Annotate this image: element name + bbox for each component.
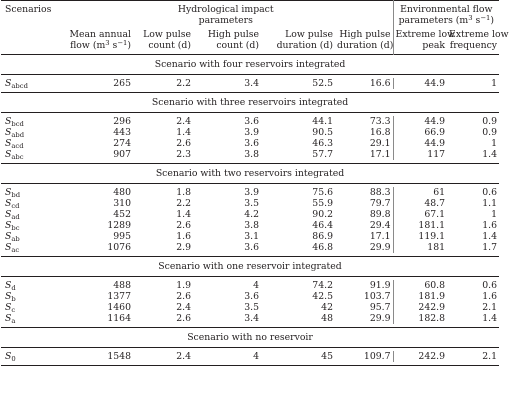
table-cell: 1.6 <box>176 231 191 242</box>
table-cell: 1377 <box>107 291 131 302</box>
table-cell: 91.9 <box>369 280 391 291</box>
table-cell: 4 <box>253 351 259 362</box>
col-maf-line2 <box>61 40 131 51</box>
table-row <box>1 313 499 324</box>
table-cell: 181 <box>393 242 447 253</box>
environmental-group-header <box>393 1 499 27</box>
table-cell: 1 <box>491 78 498 89</box>
table-row <box>1 280 499 291</box>
table-row <box>1 291 499 302</box>
env-unit-end: ) <box>490 15 494 26</box>
table-cell: 2.6 <box>176 220 191 231</box>
table-cell: 2.1 <box>482 351 498 362</box>
table-cell: 103.7 <box>363 291 391 302</box>
col-maf-mid: s <box>109 40 118 51</box>
table-cell: 0.9 <box>482 127 498 138</box>
col-maf-pre: flow (m <box>70 40 106 51</box>
table-cell: 3.4 <box>244 78 259 89</box>
col-extreme-low-frequency <box>447 26 509 55</box>
table-row <box>1 187 499 198</box>
scenario-label <box>1 127 59 138</box>
table-cell: 3.5 <box>244 302 259 313</box>
hydrological-group-line1: Hydrological impact <box>177 4 274 15</box>
env-unit-mid: s <box>472 15 481 26</box>
scenario-subscript: bc <box>11 224 20 232</box>
scenario-subscript: 0 <box>11 355 16 363</box>
col-lpc-line1: Low pulse <box>143 29 191 40</box>
col-extreme-low-peak <box>393 26 456 55</box>
scenario-symbol: S <box>5 116 12 127</box>
table-body <box>1 55 499 366</box>
scenario-subscript: acd <box>11 142 24 150</box>
table-cell: 310 <box>113 198 131 209</box>
col-maf-sup3: 3 <box>105 39 110 47</box>
table-cell: 1.8 <box>176 187 191 198</box>
hydrological-group-line2: parameters <box>198 15 253 26</box>
table-cell: 16.6 <box>369 78 391 89</box>
table-cell: 2.9 <box>176 242 191 253</box>
col-low-pulse-duration <box>261 26 335 55</box>
scenario-label <box>1 220 59 231</box>
table-cell: 29.9 <box>369 242 391 253</box>
table-row <box>1 209 499 220</box>
col-elf-line1: Extreme low <box>449 29 509 40</box>
scenario-subscript: ac <box>11 246 20 254</box>
table-cell: 2.2 <box>176 78 191 89</box>
table-cell: 907 <box>113 149 131 160</box>
col-maf-line1: Mean annual <box>69 29 131 40</box>
scenario-subscript: a <box>11 317 16 325</box>
table-cell: 29.9 <box>369 313 391 324</box>
scenario-symbol: S <box>5 291 12 302</box>
table-cell: 95.7 <box>369 302 391 313</box>
table-row <box>1 138 499 149</box>
scenario-symbol: S <box>5 302 12 313</box>
col-elp-line2: peak <box>422 40 446 51</box>
table-cell: 17.1 <box>369 231 391 242</box>
scenario-label <box>1 351 59 362</box>
col-high-pulse-duration <box>335 26 393 55</box>
table-cell: 89.8 <box>369 209 391 220</box>
table-cell: 3.5 <box>244 198 259 209</box>
table-cell: 2.4 <box>176 116 191 127</box>
table-cell: 0.6 <box>482 280 498 291</box>
scenario-subscript: abc <box>11 153 24 161</box>
scenario-symbol: S <box>5 209 12 220</box>
table-cell: 2.4 <box>176 351 191 362</box>
scenario-label <box>1 280 59 291</box>
scenario-symbol: S <box>5 149 12 160</box>
scenario-symbol: S <box>5 127 12 138</box>
table-row <box>1 127 499 138</box>
table-cell: 16.8 <box>369 127 391 138</box>
col-maf-end: ) <box>127 40 131 51</box>
table-row <box>1 220 499 231</box>
scenario-label <box>1 302 59 313</box>
table-cell: 3.6 <box>244 116 259 127</box>
table-cell: 42 <box>321 302 333 313</box>
table-cell: 2.6 <box>176 138 191 149</box>
scenario-label <box>1 187 59 198</box>
table-cell: 452 <box>113 209 131 220</box>
table-cell: 995 <box>113 231 131 242</box>
table-cell: 1.1 <box>482 198 498 209</box>
table-cell: 3.6 <box>244 242 259 253</box>
table-cell: 1289 <box>107 220 131 231</box>
scenario-subscript: c <box>11 306 16 314</box>
table-cell: 44.9 <box>393 78 447 89</box>
env-unit-supneg1: −1 <box>480 14 491 22</box>
section-header-row <box>1 164 499 184</box>
table-cell: 443 <box>113 127 131 138</box>
table-cell: 44.9 <box>393 138 447 149</box>
table-row <box>1 231 499 242</box>
col-hpc-line2: count (d) <box>216 40 259 51</box>
table-cell: 1.4 <box>176 127 191 138</box>
table-cell: 86.9 <box>312 231 333 242</box>
table-cell: 52.5 <box>312 78 333 89</box>
scenario-symbol: S <box>5 187 12 198</box>
table-cell: 45 <box>321 351 333 362</box>
table-cell: 55.9 <box>312 198 333 209</box>
table-cell: 66.9 <box>393 127 447 138</box>
table-cell: 42.5 <box>312 291 333 302</box>
table-cell: 44.9 <box>393 116 447 127</box>
scenario-subscript: d <box>11 284 16 292</box>
scenario-subscript: abd <box>11 131 25 139</box>
table-cell: 2.6 <box>176 291 191 302</box>
table-cell: 61 <box>393 187 447 198</box>
table-cell: 109.7 <box>363 351 391 362</box>
scenario-symbol: S <box>5 220 12 231</box>
table-row <box>1 302 499 313</box>
col-high-pulse-count <box>193 26 261 55</box>
table-cell: 181.1 <box>393 220 447 231</box>
scenario-symbol: S <box>5 242 12 253</box>
section-title: Scenario with three reservoirs integrated <box>151 97 349 108</box>
table-cell: 182.8 <box>393 313 447 324</box>
scenario-symbol: S <box>5 138 12 149</box>
scenario-label <box>1 291 59 302</box>
scenario-symbol: S <box>5 78 12 89</box>
table-cell: 1.7 <box>482 242 498 253</box>
scenario-subscript: cd <box>11 202 20 210</box>
scenario-subscript: ab <box>11 235 20 243</box>
scenario-subscript: ad <box>11 213 20 221</box>
col-elp-line1: Extreme low <box>395 29 456 40</box>
table-cell: 46.3 <box>312 138 333 149</box>
section-header-row <box>1 328 499 348</box>
table-row <box>1 351 499 362</box>
col-lpc-line2: count (d) <box>148 40 191 51</box>
scenario-label <box>1 209 59 220</box>
table-cell: 0.9 <box>482 116 498 127</box>
section-header-row <box>1 257 499 277</box>
col-hpd-line1: High pulse <box>339 29 391 40</box>
table-cell: 29.1 <box>369 138 391 149</box>
table-cell: 1 <box>491 209 498 220</box>
section-title: Scenario with no reservoir <box>187 332 313 343</box>
table-cell: 1548 <box>107 351 131 362</box>
table-cell: 181.9 <box>393 291 447 302</box>
table-cell: 3.6 <box>244 138 259 149</box>
table-row <box>1 149 499 160</box>
scenario-symbol: S <box>5 231 12 242</box>
table-cell: 3.8 <box>244 149 259 160</box>
col-hpd-line2: duration (d) <box>337 40 394 51</box>
table-cell: 1.4 <box>482 313 498 324</box>
env-unit-sup3: 3 <box>468 14 473 22</box>
table-cell: 48.7 <box>393 198 447 209</box>
table-cell: 3.1 <box>244 231 259 242</box>
scenarios-header: Scenarios <box>5 4 52 15</box>
hydrological-group-header <box>59 1 393 27</box>
spacer-cell <box>1 362 499 366</box>
scenario-subscript: b <box>11 295 16 303</box>
table-cell: 1.4 <box>176 209 191 220</box>
table-row <box>1 78 499 89</box>
table-cell: 3.9 <box>244 127 259 138</box>
scenario-subscript: bd <box>11 191 21 199</box>
table-cell: 44.1 <box>312 116 333 127</box>
table-cell: 117 <box>393 149 447 160</box>
table-cell: 2.6 <box>176 313 191 324</box>
table-row <box>1 242 499 253</box>
table-cell: 48 <box>321 313 333 324</box>
scenario-label <box>1 313 59 324</box>
environmental-group-line2 <box>396 15 498 26</box>
table-cell: 1.6 <box>482 291 498 302</box>
table-cell: 60.8 <box>393 280 447 291</box>
scenario-label <box>1 242 59 253</box>
table-cell: 3.6 <box>244 291 259 302</box>
table-cell: 88.3 <box>369 187 391 198</box>
section-title: Scenario with one reservoir integrated <box>158 261 342 272</box>
scenario-table <box>1 0 509 366</box>
section-header-row <box>1 93 499 113</box>
table-cell: 265 <box>113 78 131 89</box>
col-elf-line2: frequency <box>449 40 498 51</box>
scenario-subscript: bcd <box>11 120 24 128</box>
env-unit-pre: parameters (m <box>398 15 469 26</box>
table-cell: 1 <box>491 138 498 149</box>
table-cell: 29.4 <box>369 220 391 231</box>
table-cell: 1.9 <box>176 280 191 291</box>
col-mean-annual-flow <box>59 26 133 55</box>
table-cell: 2.2 <box>176 198 191 209</box>
table-row <box>1 116 499 127</box>
table-cell: 90.5 <box>312 127 333 138</box>
table-cell: 2.3 <box>176 149 191 160</box>
col-lpd-line1: Low pulse <box>285 29 333 40</box>
environmental-group-line1: Environmental flow <box>400 4 493 15</box>
scenario-symbol: S <box>5 313 12 324</box>
table-cell: 274 <box>113 138 131 149</box>
table-cell: 1460 <box>107 302 131 313</box>
section-header-row <box>1 55 499 75</box>
table-cell: 75.6 <box>312 187 333 198</box>
table-cell: 2.4 <box>176 302 191 313</box>
table-cell: 1076 <box>107 242 131 253</box>
scenario-subscript: abcd <box>11 82 28 90</box>
table-cell: 296 <box>113 116 131 127</box>
table-cell: 46.4 <box>312 220 333 231</box>
table-cell: 90.2 <box>312 209 333 220</box>
table-cell: 3.4 <box>244 313 259 324</box>
table-cell: 3.8 <box>244 220 259 231</box>
table-cell: 2.1 <box>482 302 498 313</box>
scenario-symbol: S <box>5 280 12 291</box>
table-cell: 3.9 <box>244 187 259 198</box>
scenario-symbol: S <box>5 351 12 362</box>
section-title: Scenario with two reservoirs integrated <box>155 168 345 179</box>
table-cell: 242.9 <box>393 302 447 313</box>
table-cell: 242.9 <box>393 351 447 362</box>
table-cell: 1.4 <box>482 231 498 242</box>
scenario-label <box>1 231 59 242</box>
table-row <box>1 198 499 209</box>
col-hpc-line1: High pulse <box>207 29 259 40</box>
col-low-pulse-count <box>133 26 193 55</box>
table-cell: 1.6 <box>482 220 498 231</box>
table-cell: 57.7 <box>312 149 333 160</box>
table-cell: 1164 <box>107 313 131 324</box>
scenario-label <box>1 116 59 127</box>
section-title: Scenario with four reservoirs integrated <box>154 59 346 70</box>
header-row-group <box>1 1 499 27</box>
scenario-label <box>1 138 59 149</box>
table-cell: 67.1 <box>393 209 447 220</box>
table-cell: 1.4 <box>482 149 498 160</box>
table-cell: 488 <box>113 280 131 291</box>
table-cell: 17.1 <box>369 149 391 160</box>
table-cell: 480 <box>113 187 131 198</box>
table-cell: 4 <box>253 280 259 291</box>
spacer-row <box>1 362 499 366</box>
scenario-label <box>1 78 59 89</box>
header-row-columns <box>1 26 499 55</box>
scenario-label <box>1 198 59 209</box>
scenario-symbol: S <box>5 198 12 209</box>
table-cell: 46.8 <box>312 242 333 253</box>
col-lpd-line2: duration (d) <box>276 40 333 51</box>
table-cell: 0.6 <box>482 187 498 198</box>
table-cell: 73.3 <box>369 116 391 127</box>
col-maf-supneg1: −1 <box>117 39 128 47</box>
table-cell: 4.2 <box>244 209 259 220</box>
scenario-label <box>1 149 59 160</box>
table-cell: 79.7 <box>369 198 391 209</box>
table-cell: 119.1 <box>393 231 447 242</box>
table-cell: 74.2 <box>312 280 333 291</box>
